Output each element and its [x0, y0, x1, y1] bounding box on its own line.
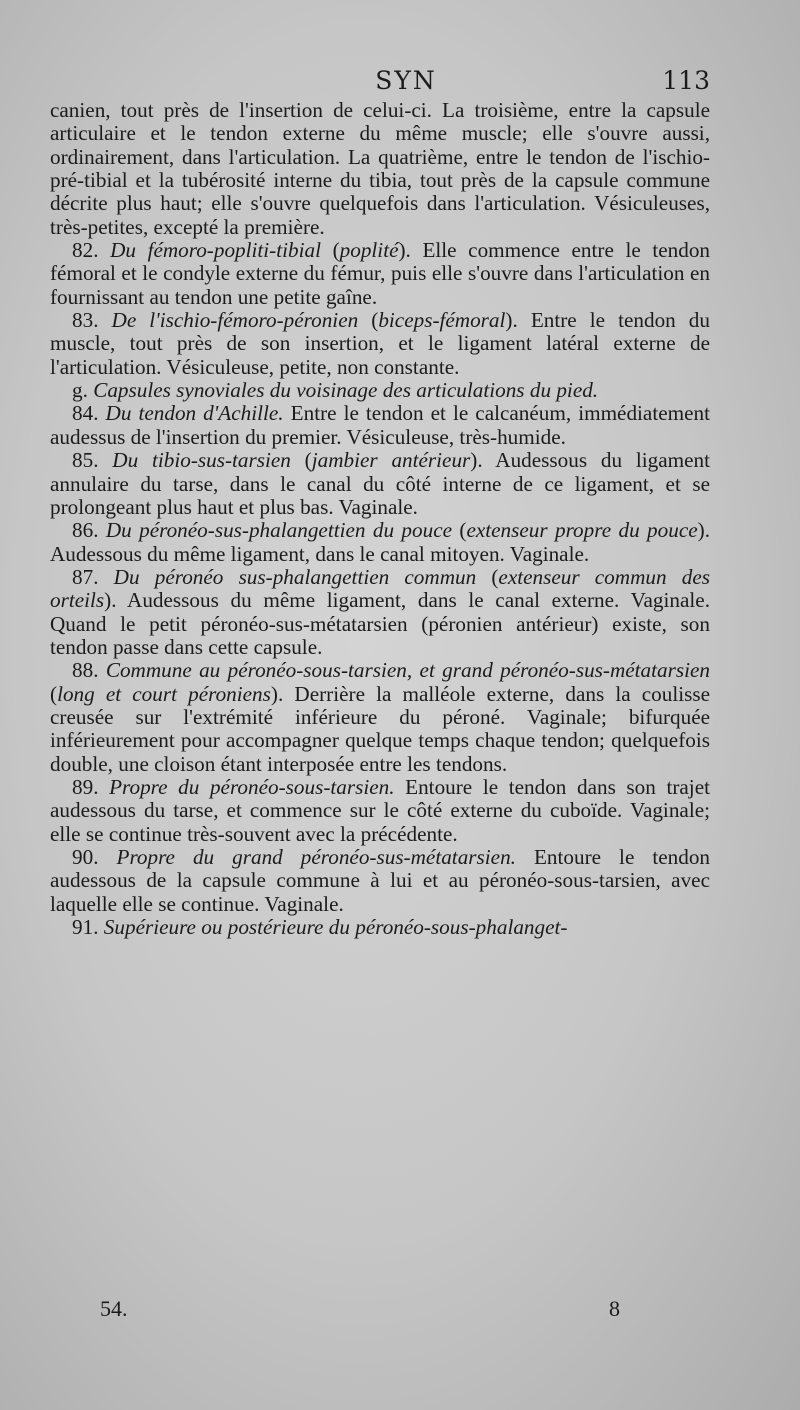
entry-number: g. [72, 378, 88, 403]
entry-alias: biceps-fémoral [378, 308, 506, 333]
signature-mark: 54. [100, 1296, 128, 1321]
body-text [50, 99, 710, 939]
entry-number: 86. [72, 518, 99, 543]
entry-number: 89. [72, 774, 99, 799]
paragraph: 88. Commune au péronéo-sous-tarsien, et grand péronéo-sus-métatarsien (long et court péroniens). Derrière la malléole externe, dans la coulisse creusée sur l'extrémité inférieure du péroné. Vaginale; bifurquée inférieurement pour accompagner quelque temps chaque tendon; quelquefois double, une cloison étant interposée entre les tendons. [50, 658, 710, 776]
paragraph: 87. Du péronéo sus-phalangettien commun (extenseur commun des orteils). Audessous du même ligament, dans le canal externe. Vaginale. Quand le petit péronéo-sus-métatarsien (péronien antérieur) existe, son tendon passe dans cette capsule. [50, 564, 710, 659]
entry-number: 91. [72, 915, 99, 940]
running-head: SYN [375, 66, 437, 95]
paragraph [50, 99, 710, 239]
entry-alias: extenseur commun des orteils [50, 564, 710, 613]
entry-title: Propre du péronéo-sous-tarsien. [109, 774, 395, 799]
entry-text: canien, tout près de l'insertion de celui-ci. La troisième, entre la capsule articulaire et le tendon externe du même muscle; elle s'ouvre aussi, ordinairement, dans l'articulation. La quatrième, entre le tendon de l'ischio-pré-tibial et la tubérosité interne du tibia, tout près de la capsule commune décrite plus haut; elle s'ouvre quelquefois dans l'articulation. Vésiculeuses, très-petites, excepté la première. [50, 98, 710, 239]
entry-title: Propre du grand péronéo-sus-métatarsien. [116, 845, 516, 869]
entry-title: De l'ischio-fémoro-péronien [111, 308, 359, 333]
entry-title: Capsules synoviales du voisinage des articulations du pied. [93, 378, 599, 403]
entry-title: Du péronéo-sus-phalangettien du pouce [105, 518, 453, 543]
entry-alias: jambier antérieur [311, 448, 471, 473]
paragraph: 82. Du fémoro-popliti-tibial (poplité). Elle commence entre le tendon fémoral et le condyle externe du fémur, puis elle s'ouvre dans l'articulation en fournissant au tendon une petite gaîne. [50, 238, 711, 309]
entry-title: Commune au péronéo-sous-tarsien, et grand péronéo-sus-métatarsien [105, 658, 710, 683]
gathering-mark: 8 [609, 1296, 620, 1321]
entry-text: Elle commence entre le tendon fémoral et le condyle externe du fémur, puis elle s'ouvre dans l'articulation en fournissant au tendon une petite gaîne. [50, 238, 711, 309]
paragraph: 86. Du péronéo-sus-phalangettien du pouce (extenseur propre du pouce). Audessous du même ligament, dans le canal mitoyen. Vaginale. [50, 518, 710, 566]
entry-number: 85. [72, 448, 99, 473]
paragraph [50, 916, 710, 939]
paragraph: 83. De l'ischio-fémoro-péronien (biceps-fémoral). Entre le tendon du muscle, tout près de son insertion, et le ligament latéral externe de l'articulation. Vésiculeuse, petite, non constante. [50, 308, 710, 379]
entry-title: Du tibio-sus-tarsien [112, 448, 291, 473]
entry-title: Du tendon d'Achille. [105, 401, 284, 426]
page-number: 113 [662, 66, 710, 95]
page-footer [100, 1296, 660, 1326]
entry-title: Du fémoro-popliti-tibial [110, 238, 321, 263]
paragraph: 85. Du tibio-sus-tarsien (jambier antérieur). Audessous du ligament annulaire du tarse, dans le canal du côté interne de ce ligament, et se prolongeant plus haut et plus bas. Vaginale. [50, 448, 711, 519]
paragraph [50, 776, 710, 846]
entry-alias: poplité [339, 238, 399, 263]
entry-text: Derrière la malléole externe, dans la coulisse creusée sur l'extrémité inférieure du péroné. Vaginale; bifurquée inférieurement pour accompagner quelque temps chaque tendon; quelquefois double, une cloison étant interposée entre les tendons. [50, 681, 710, 776]
entry-number: 88. [72, 658, 99, 683]
entry-number: 83. [72, 308, 99, 333]
entry-text: Entre le tendon du muscle, tout près de son insertion, et le ligament latéral externe de l'articulation. Vésiculeuse, petite, non constante. [50, 308, 710, 379]
entry-text: Entoure le tendon dans son trajet audessous du tarse, et commence sur le côté externe du cuboïde. Vaginale; elle se continue très-souvent avec la précédente. [50, 774, 710, 846]
entry-number: 84. [72, 401, 99, 426]
entry-text: Entre le tendon et le calcanéum, immédiatement audessus de l'insertion du premier. Vésiculeuse, très-humide. [50, 401, 710, 449]
entry-text: Audessous du même ligament, dans le canal mitoyen. Vaginale. [50, 541, 590, 566]
entry-title: Supérieure ou postérieure du péronéo-sous-phalanget- [103, 915, 568, 940]
entry-number: 90. [72, 845, 99, 869]
entry-text: Audessous du même ligament, dans le canal externe. Vaginale. Quand le petit péronéo-sus-métatarsien (péronien antérieur) existe, son tendon passe dans cette capsule. [50, 588, 710, 659]
paragraph [50, 402, 710, 449]
entry-alias: extenseur propre du pouce [466, 518, 698, 543]
paragraph [50, 379, 710, 402]
entry-alias: long et court péroniens [57, 681, 271, 706]
page-header [100, 66, 712, 98]
entry-number: 82. [72, 238, 99, 263]
entry-text: Audessous du ligament annulaire du tarse, dans le canal du côté interne de ce ligament, et se prolongeant plus haut et plus bas. Vaginale. [50, 448, 711, 519]
paragraph [50, 846, 710, 916]
entry-title: Du péronéo sus-phalangettien commun [113, 564, 477, 589]
entry-number: 87. [72, 564, 99, 589]
entry-text: Entoure le tendon audessous de la capsule commune à lui et au péronéo-sous-tarsien, avec laquelle elle se continue. Vaginale. [50, 845, 711, 916]
